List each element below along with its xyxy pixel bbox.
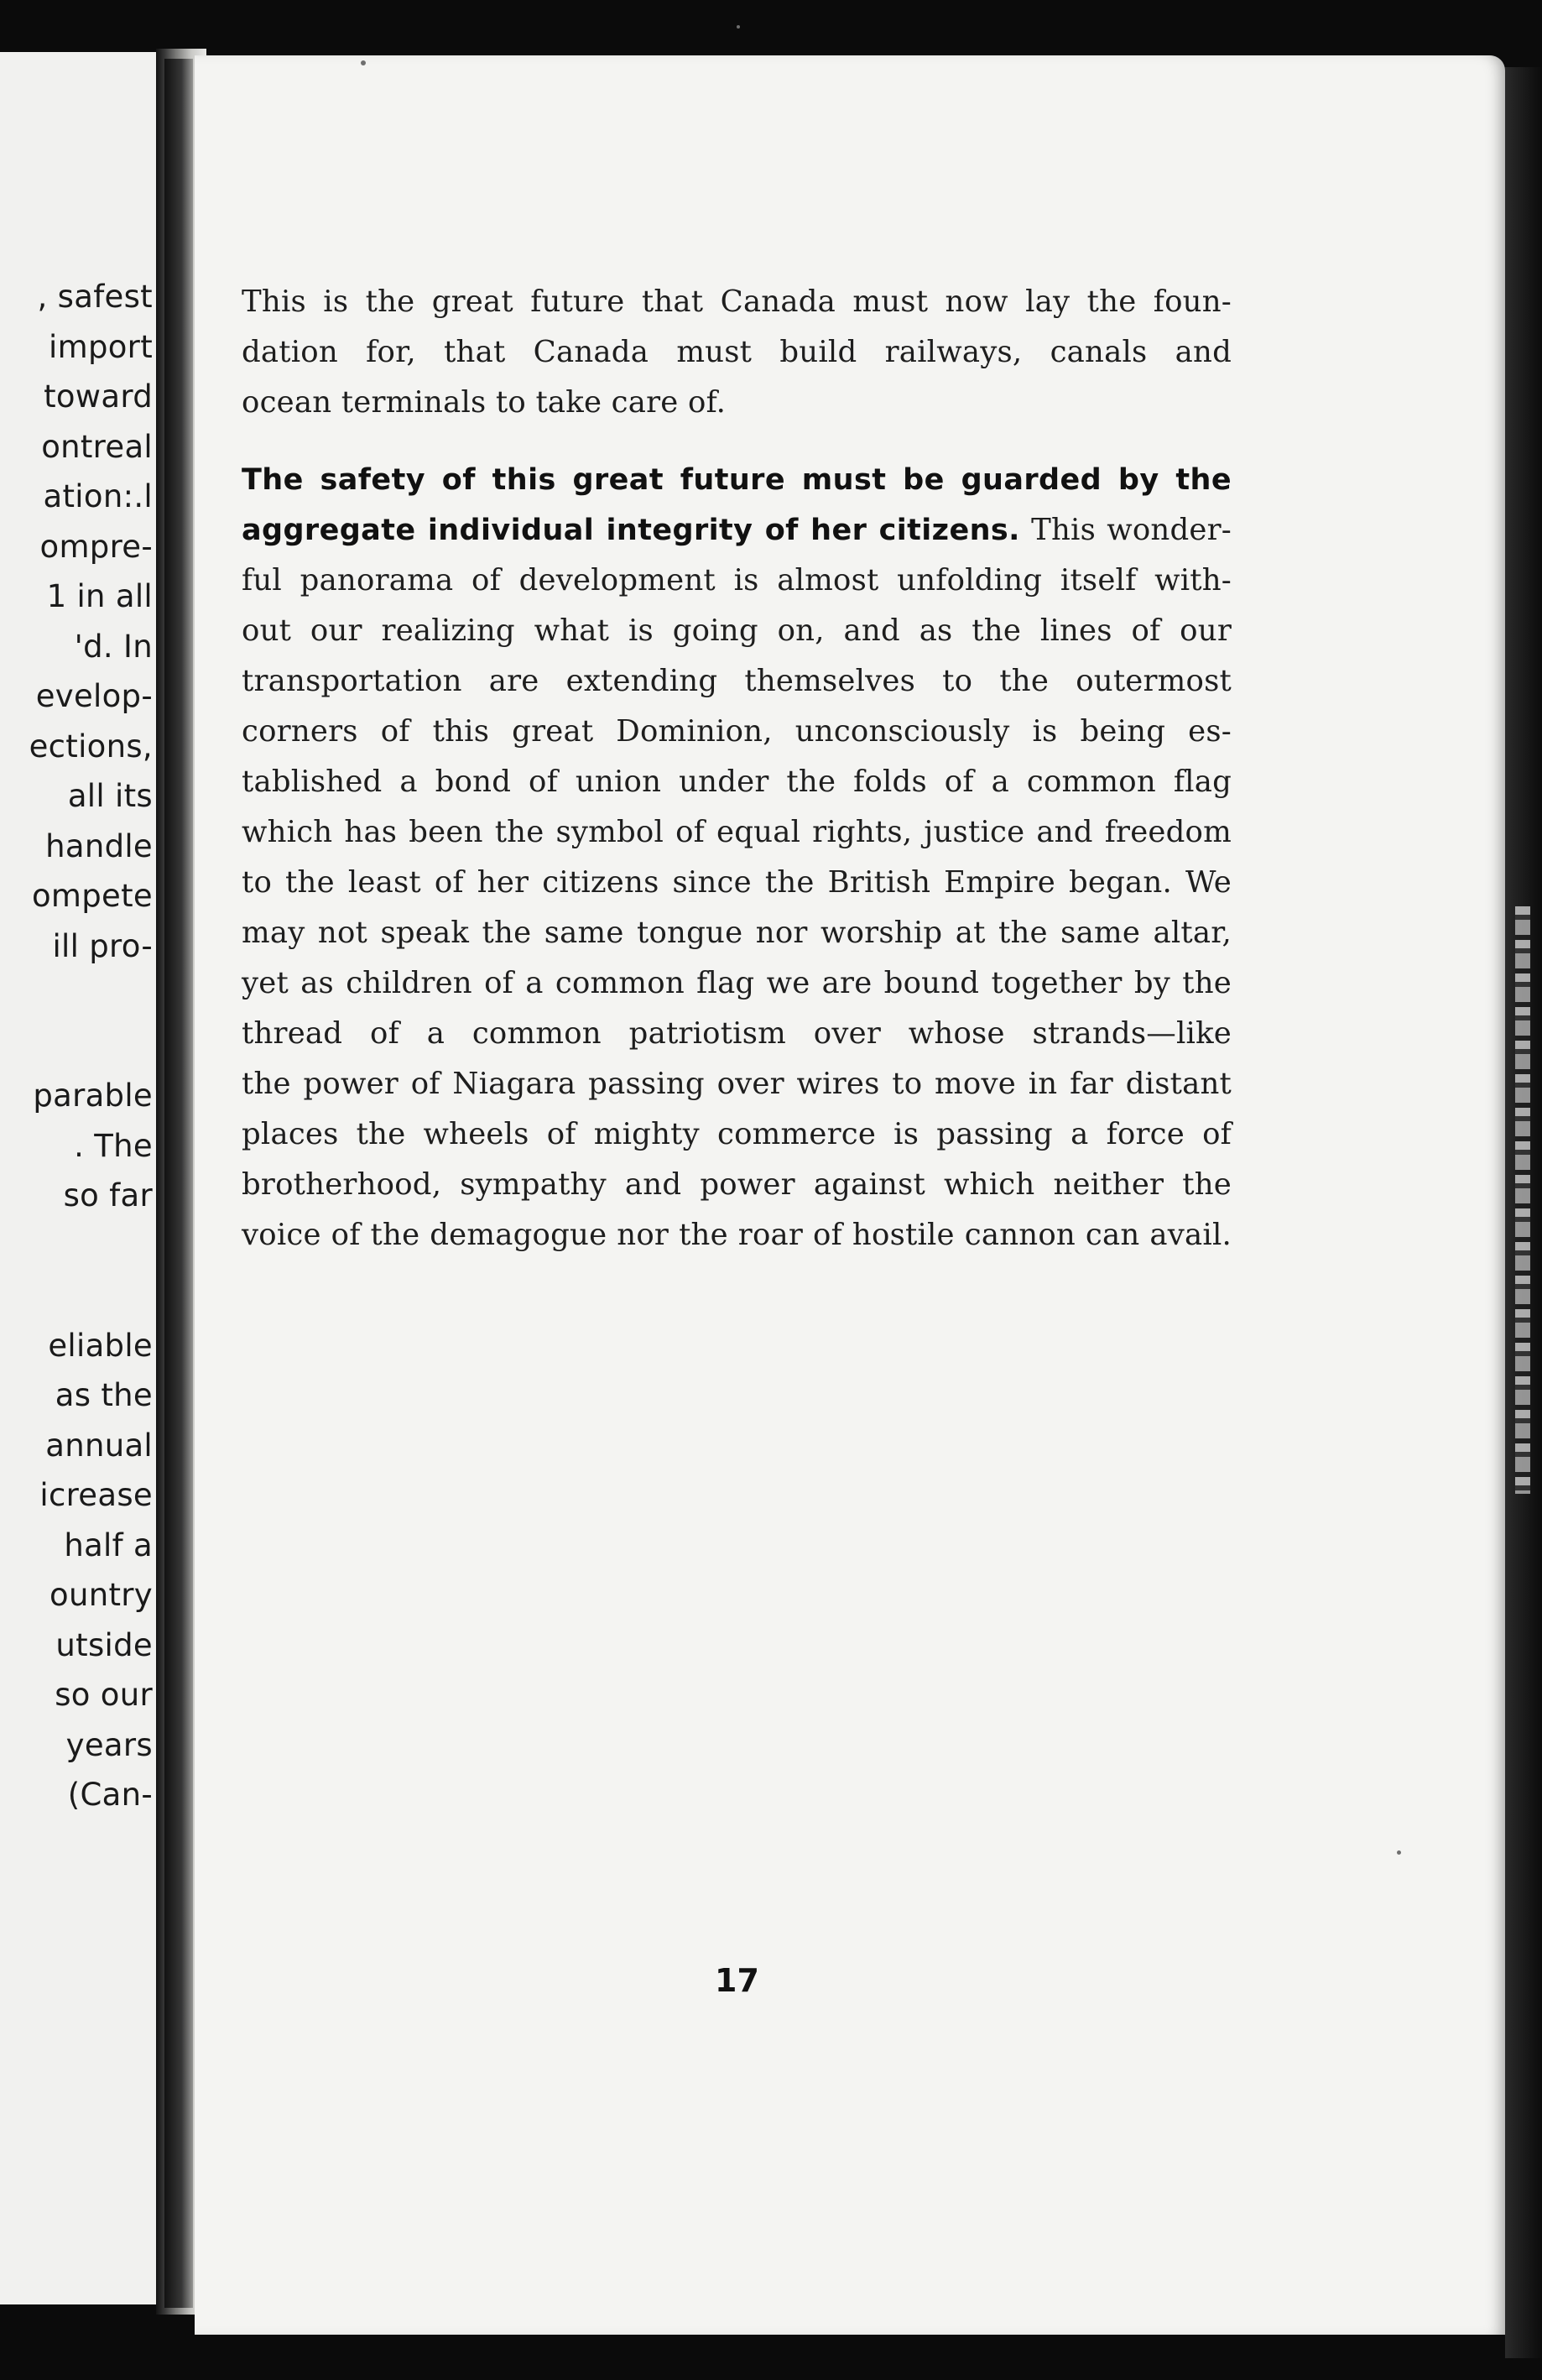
gutter-shadow bbox=[164, 59, 193, 2308]
left-page-line: ompete bbox=[31, 878, 153, 914]
left-page-line: import bbox=[49, 328, 153, 365]
print-speck bbox=[1397, 1850, 1401, 1855]
print-speck bbox=[361, 60, 366, 65]
text-line: to the least of her citizens since the British Empire began. We bbox=[242, 865, 1232, 900]
left-page-line: ections, bbox=[29, 728, 153, 765]
left-page-line: . The bbox=[74, 1127, 153, 1164]
text-line: corners of this great Dominion, unconsciously is being es- bbox=[242, 714, 1232, 749]
edge-marks bbox=[1515, 906, 1530, 1494]
left-page-line: 1 in all bbox=[46, 578, 153, 614]
text-line: dation for, that Canada must build railways, canals and bbox=[242, 335, 1232, 369]
text-line: may not speak the same tongue nor worship at the same altar, bbox=[242, 916, 1232, 950]
left-page-line: parable bbox=[33, 1078, 153, 1114]
left-page-line: toward bbox=[44, 378, 153, 415]
left-page-line: annual bbox=[45, 1427, 153, 1464]
left-page-line: half a bbox=[64, 1527, 153, 1563]
text-line: places the wheels of mighty commerce is passing a force of bbox=[242, 1117, 1232, 1151]
left-page-line: all its bbox=[67, 778, 153, 814]
text-line: thread of a common patriotism over whose strands—like bbox=[242, 1016, 1232, 1051]
left-page-line: so far bbox=[63, 1177, 153, 1213]
left-page-line: utside bbox=[55, 1626, 153, 1663]
left-facing-page bbox=[0, 52, 159, 2304]
left-page-line: , safest bbox=[37, 279, 153, 315]
text-line: transportation are extending themselves to the outermost bbox=[242, 664, 1232, 698]
left-page-line: ill pro- bbox=[52, 927, 153, 964]
text-line: voice of the demagogue nor the roar of hostile cannon can avail. bbox=[242, 1218, 1232, 1252]
left-page-line: ompre- bbox=[39, 528, 153, 565]
paragraph-2 bbox=[242, 455, 1232, 1260]
text-run: This wonder- bbox=[1031, 513, 1232, 547]
left-page-line: ontreal bbox=[41, 428, 153, 465]
text-line: the power of Niagara passing over wires to move in far distant bbox=[242, 1067, 1232, 1101]
left-page-line: ountry bbox=[49, 1577, 153, 1613]
left-page-line: handle bbox=[45, 827, 153, 864]
page-number: 17 bbox=[715, 1962, 759, 1999]
left-page-line: (Can- bbox=[67, 1777, 153, 1813]
paragraph-1 bbox=[242, 277, 1232, 428]
left-page-line: so our bbox=[55, 1677, 153, 1713]
text-line: ful panorama of development is almost unfolding itself with- bbox=[242, 563, 1232, 598]
text-line: yet as children of a common flag we are bound together by the bbox=[242, 966, 1232, 1000]
text-line: ocean terminals to take care of. bbox=[242, 385, 727, 420]
text-line: brotherhood, sympathy and power against which neither the bbox=[242, 1167, 1232, 1202]
text-line: tablished a bond of union under the folds of a common flag bbox=[242, 765, 1232, 799]
bold-lead-line: The safety of this great future must be guarded by the bbox=[242, 463, 1232, 497]
left-page-line: ation:.l bbox=[43, 478, 153, 514]
text-line: which has been the symbol of equal rights, justice and freedom bbox=[242, 815, 1232, 849]
left-page-line: 'd. In bbox=[74, 628, 153, 665]
print-speck bbox=[737, 25, 740, 29]
left-page-line: eliable bbox=[48, 1327, 153, 1364]
left-page-line: years bbox=[65, 1726, 153, 1763]
text-line: out our realizing what is going on, and as the lines of our bbox=[242, 613, 1232, 648]
left-page-line: evelop- bbox=[35, 678, 153, 714]
text-line: This is the great future that Canada must now lay the foun- bbox=[242, 284, 1232, 319]
body-text bbox=[242, 277, 1232, 1260]
left-page-line: icrease bbox=[39, 1477, 153, 1513]
left-page-line: as the bbox=[55, 1377, 153, 1413]
bold-lead-end: aggregate individual integrity of her citizens. bbox=[242, 514, 1020, 547]
text-line bbox=[242, 505, 1232, 556]
